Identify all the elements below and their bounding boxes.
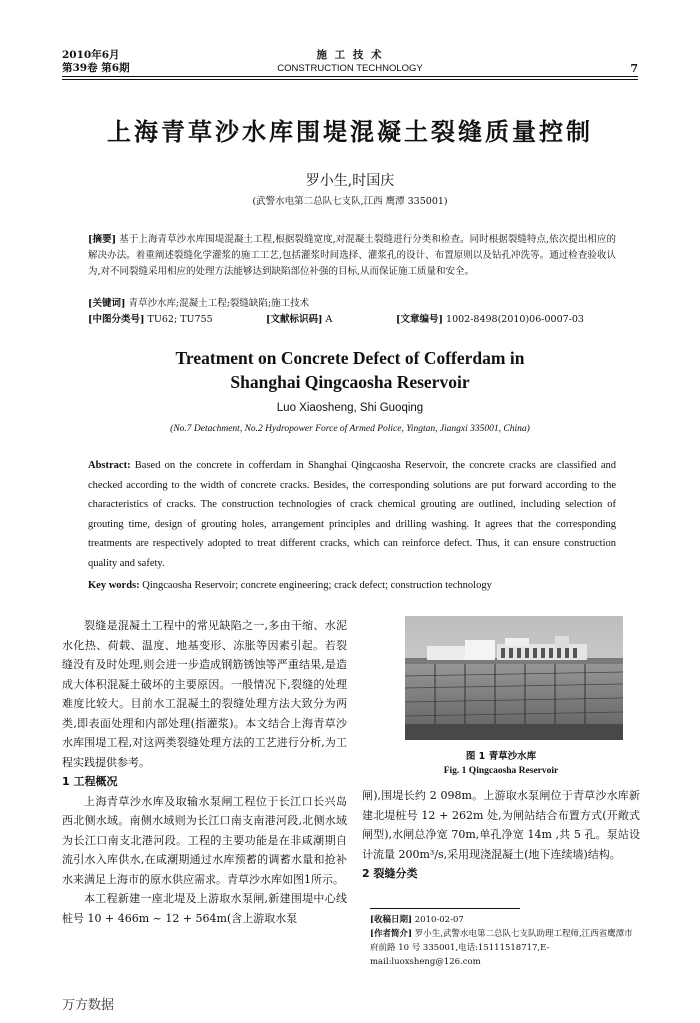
doc-code-value: A [325,314,333,325]
article-no-label: [文章编号] [396,314,443,325]
body-left-column [62,616,347,928]
figure-caption-cn: 图 1 青草沙水库 [465,751,537,762]
header-rule-thin [62,79,638,80]
keywords-cn-text: 青草沙水库;混凝土工程;裂缝缺陷;施工技术 [128,298,310,309]
footnote-rule [370,908,520,909]
title-en-line1: Treatment on Concrete Defect of Cofferdam in [175,348,525,368]
right-paragraph-1: 闸),围堤长约 2 098m。上游取水泵闸位于青草沙水库新建北堤桩号 12 + 262m 处,为闸站结合布置方式(开敞式闸型),水闸总净宽 70m,单孔净宽 14m ,共 5 孔。泵站设计流量 200m³/s,采用现浇混凝土(地下连续墙)结构。 [362,789,640,861]
figure-caption-en: Fig. 1 Qingcaosha Reservoir [443,766,559,776]
abstract-cn-label: [摘要] [88,234,117,245]
abstract-en-text: Based on the concrete in cofferdam in Shanghai Qingcaosha Reservoir, the concrete cracks are classified and checked according to the width of concrete cracks. Besides, the corresponding solutions are put forward according to the characteristics of cracks. The construction technologies of crack chemical grouting are outlined, including selection of grouting time, design of grouting holes, arrangement principles and drilling washing. It agrees that the corresponding treatments are respectively adopted to treat different cracks, which can reinforce defect. Thus, it can ensure construction quality and safety. [88,460,617,569]
section-2-title: 2 裂缝分类 [362,867,418,880]
author-info: 罗小生,武警水电第二总队七支队助理工程师,江西省鹰潭市府前路 10 号 335001,电话:15111518717,E-mail:luoxsheng@126.com [370,929,633,967]
reservoir-photo-graphic [405,616,623,740]
received-label: [收稿日期] [370,915,413,925]
abstract-en [88,456,616,573]
header-journal-cn: 施 工 技 术 [316,49,384,61]
body-right-column [362,786,640,884]
authors-cn: 罗小生,时国庆 [305,173,395,189]
keywords-en [88,576,616,596]
abstract-cn-text: 基于上海青草沙水库围堤混凝土工程,根据裂缝宽度,对混凝土裂缝进行分类和检查。同时根据裂缝特点,依次提出相应的解决办法。着重阐述裂缝化学灌浆的施工工艺,包括灌浆时间选择、灌浆孔的设计、布置原则以及钻孔冲洗等。通过检查验收认为,对不同裂缝采用相应的处理方法能够达到缺陷部位补强的目标,从而保证施工质量和安全。 [88,234,616,277]
header-rule-thick [62,76,638,77]
doc-code-label: [文献标识码] [266,314,323,325]
header-journal [250,49,450,75]
header-issue-info [62,49,130,75]
clc-label: [中图分类号] [88,314,145,325]
article-no-value: 1002-8498(2010)06-0007-03 [446,314,584,325]
keywords-en-label: Key words: [88,580,140,591]
author-info-label: [作者简介] [370,929,413,939]
clc-value: TU62; TU755 [147,314,213,325]
header-journal-en: CONSTRUCTION TECHNOLOGY [277,63,423,74]
page-number: 7 [630,62,638,75]
title-cn: 上海青草沙水库围堤混凝土裂缝质量控制 [107,118,593,146]
section-1-paragraph-1: 上海青草沙水库及取输水泵闸工程位于长江口长兴岛西北侧水域。南侧水域则为长江口南支南港河段,北侧水域为长江口南支北港河段。工程的主要功能是在非咸潮期自流引水入库供水,在咸潮期通过水库预蓄的调蓄水量和抢补水来满足上海市的原水供应需求。青草沙水库如图1所示。 [62,794,347,886]
affiliation-en: (No.7 Detachment, No.2 Hydropower Force of Armed Police, Yingtan, Jiangxi 335001, China) [170,424,530,434]
section-1-paragraph-2: 本工程新建一座北堤及上游取水泵闸,新建围堤中心线桩号 10 + 466m ~ 12 + 564m(含上游取水泵 [62,892,347,925]
received-date: 2010-02-07 [414,915,464,925]
abstract-en-label: Abstract: [88,460,131,471]
classification-row [88,312,616,328]
section-1-title: 1 工程概况 [62,775,118,788]
intro-paragraph: 裂缝是混凝土工程中的常见缺陷之一,多由干缩、水泥水化热、荷载、温度、地基变形、冻胀等因素引起。若裂缝没有及时处理,则会进一步造成钢筋锈蚀等严重结果,是造成大体积混凝土破坏的主要原因。一般情况下,裂缝的处理难度比较大。目前水工混凝土的裂缝处理方法大致分为两类,即表面处理和内部处理(指灌浆)。本文结合上海青草沙水库围堤工程,对这两类裂缝处理方法的工艺进行分析,为工程实践提供参考。 [62,619,347,769]
reservoir-photo [405,616,623,740]
watermark: 万方数据 [62,998,115,1013]
keywords-cn-label: [关键词] [88,298,126,309]
title-en [62,346,638,394]
authors-en: Luo Xiaosheng, Shi Guoqing [276,402,424,414]
header-date: 2010年6月 [62,49,120,61]
keywords-cn [88,296,616,312]
abstract-cn [88,232,616,280]
footnote [370,913,640,969]
header-volume: 第39卷 第6期 [62,62,130,74]
affiliation-cn: (武警水电第二总队七支队,江西 鹰潭 335001) [252,196,448,207]
keywords-en-text: Qingcaosha Reservoir; concrete engineering; crack defect; construction technology [142,580,492,591]
title-en-line2: Shanghai Qingcaosha Reservoir [230,372,470,392]
